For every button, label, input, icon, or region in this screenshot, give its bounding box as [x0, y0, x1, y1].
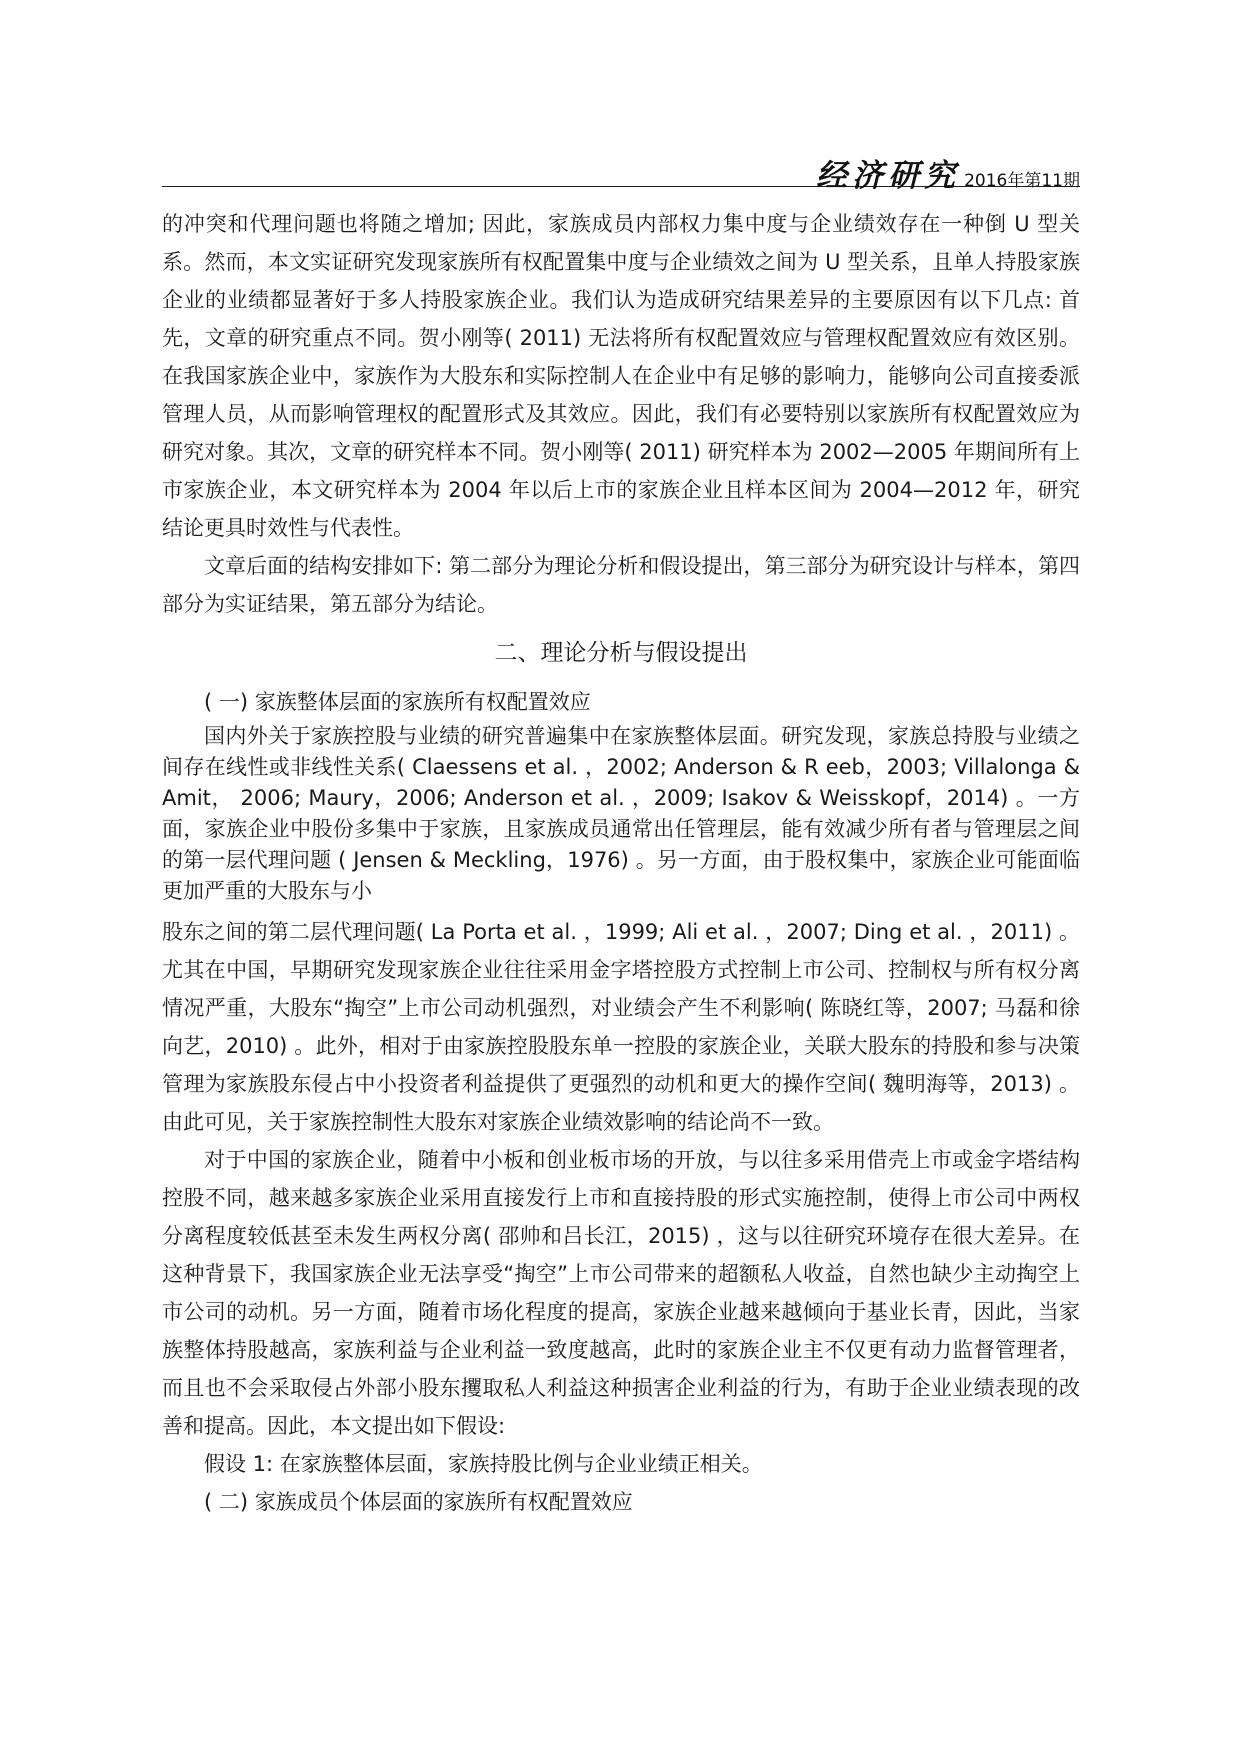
- paragraph-literature: 国内外关于家族控股与业绩的研究普遍集中在家族整体层面。研究发现，家族总持股与业绩之间存在线性或非线性关系( Claessens et al. ，2002; Anderson & R eeb，2003; Villalonga & Amit， 2006; Maury，2006; Anderson et al. ，2009; Isakov & Weisskopf，2014) 。一方面，家族企业中股份多集中于家族，且家族成员通常出任管理层，能有效减少所有者与管理层之间的第一层代理问题 ( Jensen & Meckling，1976) 。另一方面，由于股权集中，家族企业可能面临更加严重的大股东与小: [162, 724, 1080, 903]
- journal-logo: 经济研究: [816, 158, 961, 194]
- paragraph-china-context: 对于中国的家族企业，随着中小板和创业板市场的开放，与以往多采用借壳上市或金字塔结构控股不同，越来越多家族企业采用直接发行上市和直接持股的形式实施控制，使得上市公司中两权分离程度较低甚至未发生两权分离( 邵帅和吕长江，2015) ，这与以往研究环境存在很大差异。在这种背景下，我国家族企业无法享受“掏空”上市公司带来的超额私人收益，自然也缺少主动掏空上市公司的动机。另一方面，随着市场化程度的提高，家族企业越来越倾向于基业长青，因此，当家族整体持股越高，家族利益与企业利益一致度越高，此时的家族企业主不仅更有动力监督管理者，而且也不会采取侵占外部小股东攫取私人利益这种损害企业利益的行为，有助于企业业绩表现的改善和提高。因此，本文提出如下假设:: [162, 1148, 1080, 1438]
- article-body: [162, 205, 1080, 1521]
- paragraph-structure: 文章后面的结构安排如下: 第二部分为理论分析和假设提出，第三部分为研究设计与样本，第四部分为实证结果，第五部分为结论。: [162, 554, 1080, 616]
- journal-banner: [816, 150, 1080, 195]
- hypothesis-1: 假设 1: 在家族整体层面，家族持股比例与企业业绩正相关。: [204, 1452, 763, 1476]
- subsection-title-2: ( 二) 家族成员个体层面的家族所有权配置效应: [204, 1490, 633, 1514]
- section-title: 二、理论分析与假设提出: [494, 640, 748, 666]
- subsection-title-1: ( 一) 家族整体层面的家族所有权配置效应: [204, 690, 591, 714]
- paragraph-continuation: 的冲突和代理问题也将随之增加; 因此，家族成员内部权力集中度与企业绩效存在一种倒 U 型关系。然而，本文实证研究发现家族所有权配置集中度与企业绩效之间为 U 型关系，且单人持股家族企业的业绩都显著好于多人持股家族企业。我们认为造成研究结果差异的主要原因有以下几点: 首先，文章的研究重点不同。贺小刚等( 2011) 无法将所有权配置效应与管理权配置效应有效区别。在我国家族企业中，家族作为大股东和实际控制人在企业中有足够的影响力，能够向公司直接委派管理人员，从而影响管理权的配置形式及其效应。因此，我们有必要特别以家族所有权配置效应为研究对象。其次，文章的研究样本不同。贺小刚等( 2011) 研究样本为 2002—2005 年期间所有上市家族企业，本文研究样本为 2004 年以后上市的家族企业且样本区间为 2004—2012 年，研究结论更具时效性与代表性。: [162, 212, 1080, 540]
- page-header: [162, 148, 1080, 194]
- journal-issue: 2016年第11期: [964, 171, 1080, 191]
- paragraph-agency: 股东之间的第二层代理问题( La Porta et al. ，1999; Ali et al. ，2007; Ding et al. ，2011) 。尤其在中国，早期研究发现家族企业往往采用金字塔控股方式控制上市公司、控制权与所有权分离情况严重，大股东“掏空”上市公司动机强烈，对业绩会产生不利影响( 陈晓红等，2007; 马磊和徐向艺，2010) 。此外，相对于由家族控股股东单一控股的家族企业，关联大股东的持股和参与决策管理为家族股东侵占中小投资者利益提供了更强烈的动机和更大的操作空间( 魏明海等，2013) 。由此可见，关于家族控制性大股东对家族企业绩效影响的结论尚不一致。: [162, 920, 1080, 1134]
